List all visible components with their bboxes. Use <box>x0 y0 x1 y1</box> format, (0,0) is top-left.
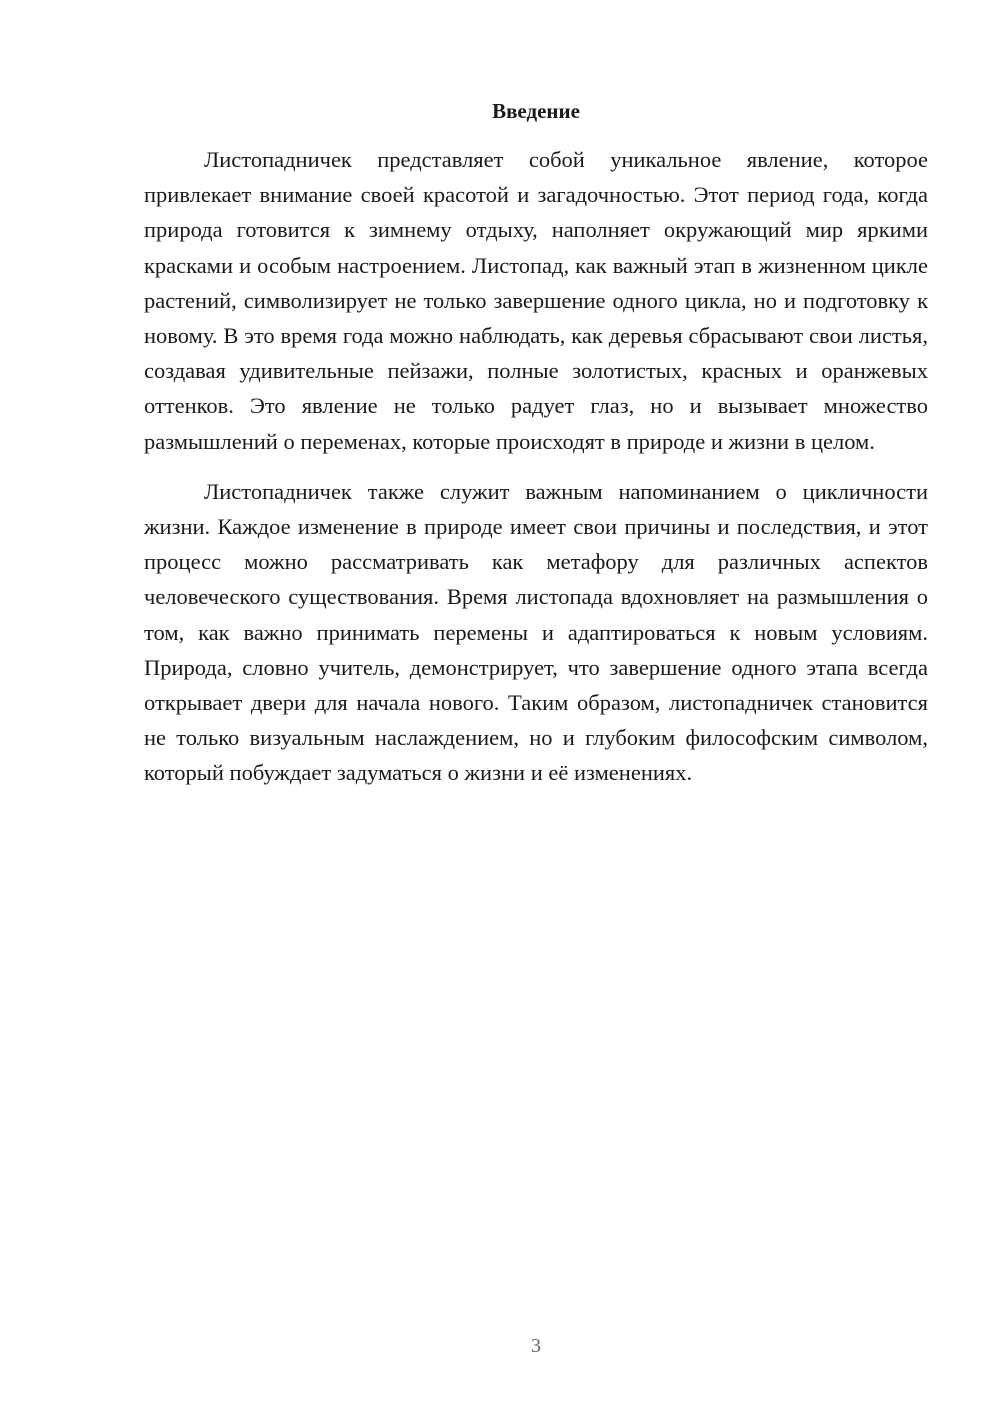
paragraph: Листопадничек представляет собой уникальное явление, которое привлекает внимание своей красотой и загадочностью. Этот период года, когда природа готовится к зимнему отдыху, наполняет окружающий мир яркими красками и особым настроением. Листопад, как важный этап в жизненном цикле растений, символизирует не только завершение одного цикла, но и подготовку к новому. В это время года можно наблюдать, как деревья сбрасывают свои листья, создавая удивительные пейзажи, полные золотистых, красных и оранжевых оттенков. Это явление не только радует глаз, но и вызывает множество размышлений о переменах, которые происходят в природе и жизни в целом. <box>144 147 928 454</box>
body-text <box>144 142 928 791</box>
section-heading: Введение <box>492 99 580 123</box>
page-number: 3 <box>531 1335 541 1357</box>
paragraph: Листопадничек также служит важным напоминанием о цикличности жизни. Каждое изменение в природе имеет свои причины и последствия, и этот процесс можно рассматривать как метафору для различных аспектов человеческого существования. Время листопада вдохновляет на размышления о том, как важно принимать перемены и адаптироваться к новым условиям. Природа, словно учитель, демонстрирует, что завершение одного этапа всегда открывает двери для начала нового. Таким образом, листопадничек становится не только визуальным наслаждением, но и глубоким философским символом, который побуждает задуматься о жизни и её изменениях. <box>144 478 928 786</box>
